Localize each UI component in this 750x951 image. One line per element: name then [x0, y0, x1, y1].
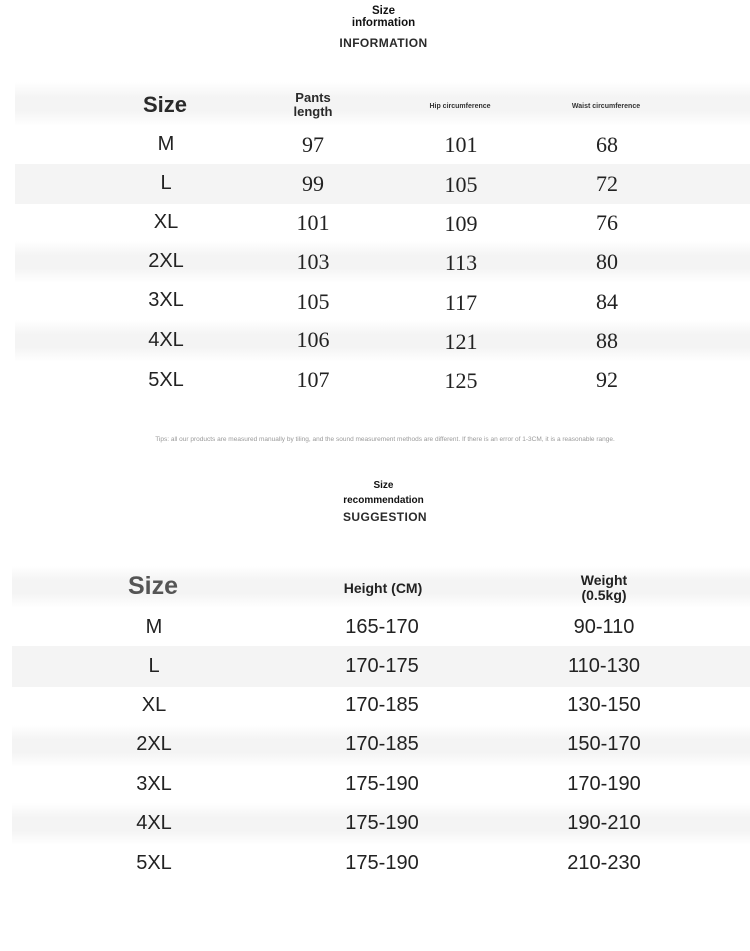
table2-size-cell: L [148, 655, 160, 677]
measurement-tips: Tips: all our products are measured manually by tiling, and the sound measurement methods are different. If there is an error of 1-3CM, it is a reasonable range. [155, 436, 615, 443]
table1-header-waist: Waist circumference [571, 103, 641, 110]
table1-waist-cell: 76 [596, 210, 618, 235]
table2-size-cell: M [145, 616, 163, 638]
table1-pants-cell: 107 [296, 367, 330, 392]
table1-hip-cell: 105 [444, 172, 478, 197]
table2-height-cell: 165-170 [345, 616, 419, 638]
table1-size-cell: 5XL [148, 369, 184, 391]
size-recommendation-title: Size recommendation [343, 480, 424, 506]
table1-pants-cell: 99 [302, 171, 324, 196]
table2-height-cell: 175-190 [345, 812, 419, 834]
table2-header-weight: Weight (0.5kg) [580, 572, 628, 603]
table1-header-hip: Hip circumference [429, 103, 491, 110]
size-information-title: Size information [351, 5, 416, 29]
table1-size-cell: L [160, 172, 172, 194]
table2-height-cell: 175-190 [345, 773, 419, 795]
suggestion-caption: SUGGESTION [342, 510, 427, 524]
table2-weight-cell: 110-130 [568, 655, 640, 677]
table2-height-cell: 170-185 [345, 733, 419, 755]
table2-weight-cell: 170-190 [567, 773, 641, 795]
table1-hip-cell: 109 [444, 211, 478, 236]
table2-weight-cell: 210-230 [567, 852, 641, 874]
table2-weight-cell: 90-110 [573, 616, 635, 638]
table2-size-cell: 3XL [136, 773, 172, 795]
table1-pants-cell: 105 [296, 289, 330, 314]
table2-header-height: Height (CM) [343, 580, 423, 596]
table1-hip-cell: 125 [444, 368, 478, 393]
table1-pants-cell: 106 [296, 327, 330, 352]
table1-waist-cell: 84 [596, 289, 618, 314]
table2-height-cell: 170-175 [345, 655, 419, 677]
table2-height-cell: 170-185 [345, 694, 419, 716]
table2-weight-cell: 190-210 [567, 812, 641, 834]
table1-size-cell: M [157, 133, 175, 155]
table2-header-size: Size [127, 572, 179, 600]
table1-size-cell: 4XL [148, 329, 184, 351]
table2-size-cell: 2XL [136, 733, 172, 755]
table1-hip-cell: 113 [444, 250, 478, 275]
table2-weight-cell: 130-150 [567, 694, 641, 716]
table1-waist-cell: 72 [596, 171, 618, 196]
table2-size-cell: 4XL [136, 812, 172, 834]
table1-pants-cell: 103 [296, 249, 330, 274]
table1-waist-cell: 68 [596, 132, 618, 157]
table1-size-cell: XL [153, 211, 179, 233]
table1-header-size: Size [142, 92, 188, 117]
information-caption: INFORMATION [339, 36, 428, 50]
table1-waist-cell: 80 [596, 249, 618, 274]
table1-pants-cell: 97 [302, 132, 324, 157]
table2-size-cell: XL [141, 694, 167, 716]
table1-waist-cell: 92 [596, 367, 618, 392]
table1-hip-cell: 101 [444, 132, 478, 157]
table1-header-pants-length: Pants length [293, 90, 333, 119]
table1-waist-cell: 88 [596, 328, 618, 353]
table1-size-cell: 3XL [148, 289, 184, 311]
table1-hip-cell: 117 [444, 290, 478, 315]
table1-size-cell: 2XL [148, 250, 184, 272]
table2-size-cell: 5XL [136, 852, 172, 874]
table2-height-cell: 175-190 [345, 852, 419, 874]
table2-weight-cell: 150-170 [567, 733, 641, 755]
table1-pants-cell: 101 [296, 210, 330, 235]
table1-hip-cell: 121 [444, 329, 478, 354]
